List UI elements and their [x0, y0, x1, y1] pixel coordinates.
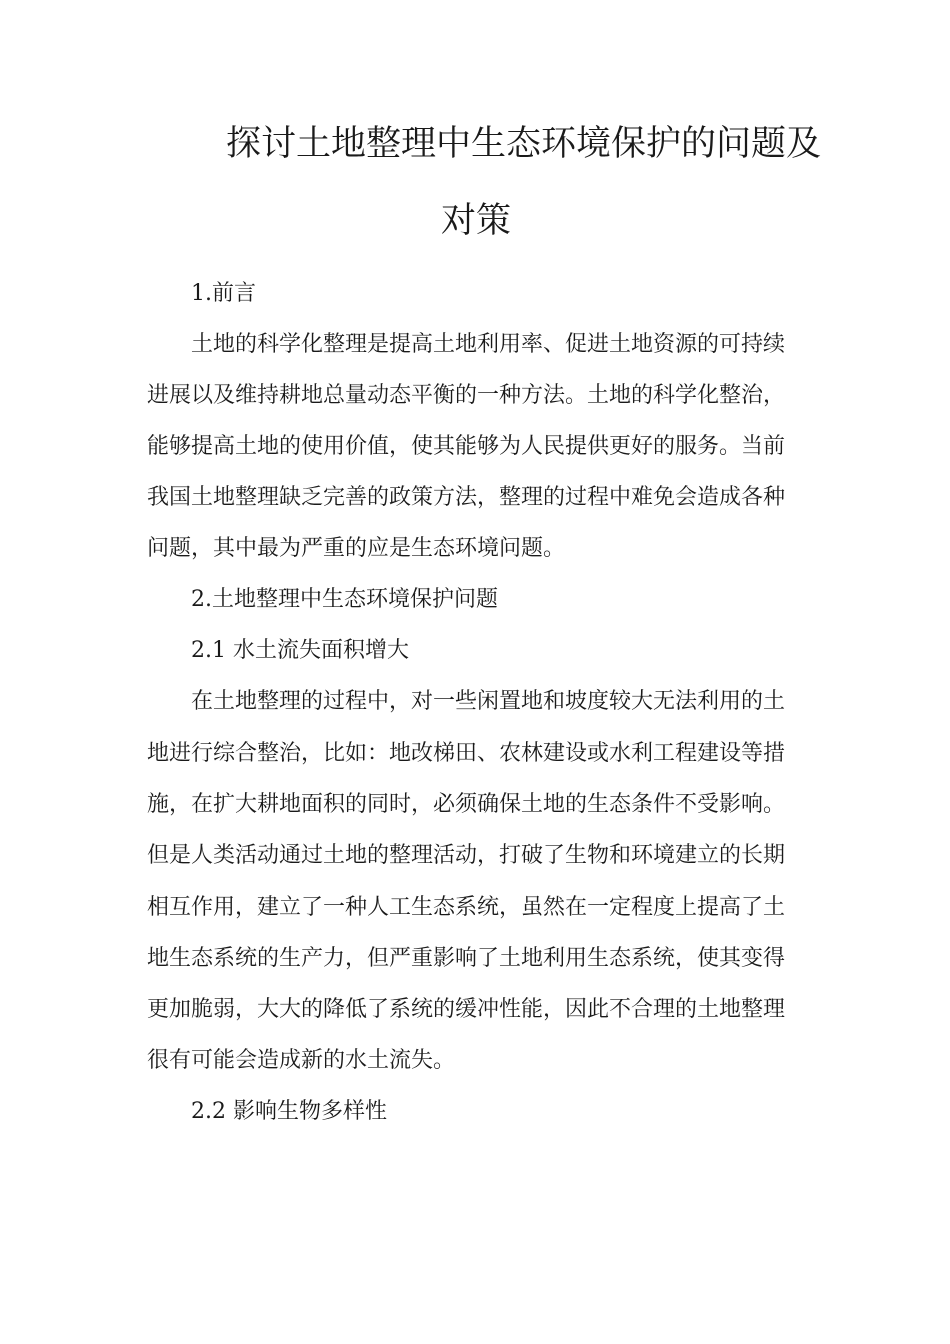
section-2-1-heading: 2.1 水土流失面积增大 [191, 638, 409, 663]
section-1-heading: 1.前言 [191, 281, 256, 306]
section-2-2-heading: 2.2 影响生物多样性 [191, 1099, 387, 1124]
paragraph-line: 地进行综合整治，比如：地改梯田、农林建设或水利工程建设等措 [147, 741, 786, 766]
paragraph-line: 能够提高土地的使用价值，使其能够为人民提供更好的服务。当前 [147, 434, 786, 459]
section-2-heading: 2.土地整理中生态环境保护问题 [191, 587, 498, 612]
paragraph-line: 很有可能会造成新的水土流失。 [147, 1048, 456, 1073]
paragraph-line: 我国土地整理缺乏完善的政策方法，整理的过程中难免会造成各种 [147, 485, 786, 510]
paragraph-line: 但是人类活动通过土地的整理活动，打破了生物和环境建立的长期 [147, 843, 786, 868]
paragraph-line: 更加脆弱，大大的降低了系统的缓冲性能，因此不合理的土地整理 [147, 997, 786, 1022]
document-title-line-2: 对策 [441, 201, 512, 241]
paragraph-line: 进展以及维持耕地总量动态平衡的一种方法。土地的科学化整治， [147, 383, 786, 408]
paragraph-line: 地生态系统的生产力，但严重影响了土地利用生态系统，使其变得 [147, 946, 786, 971]
document-title-line-1: 探讨土地整理中生态环境保护的问题及 [226, 124, 822, 164]
paragraph-line: 施，在扩大耕地面积的同时，必须确保土地的生态条件不受影响。 [147, 792, 786, 817]
paragraph-line: 相互作用，建立了一种人工生态系统，虽然在一定程度上提高了土 [147, 895, 786, 920]
paragraph-line: 问题，其中最为严重的应是生态环境问题。 [147, 536, 566, 561]
paragraph-line: 土地的科学化整理是提高土地利用率、促进土地资源的可持续 [191, 332, 786, 357]
paragraph-line: 在土地整理的过程中，对一些闲置地和坡度较大无法利用的土 [191, 689, 786, 714]
